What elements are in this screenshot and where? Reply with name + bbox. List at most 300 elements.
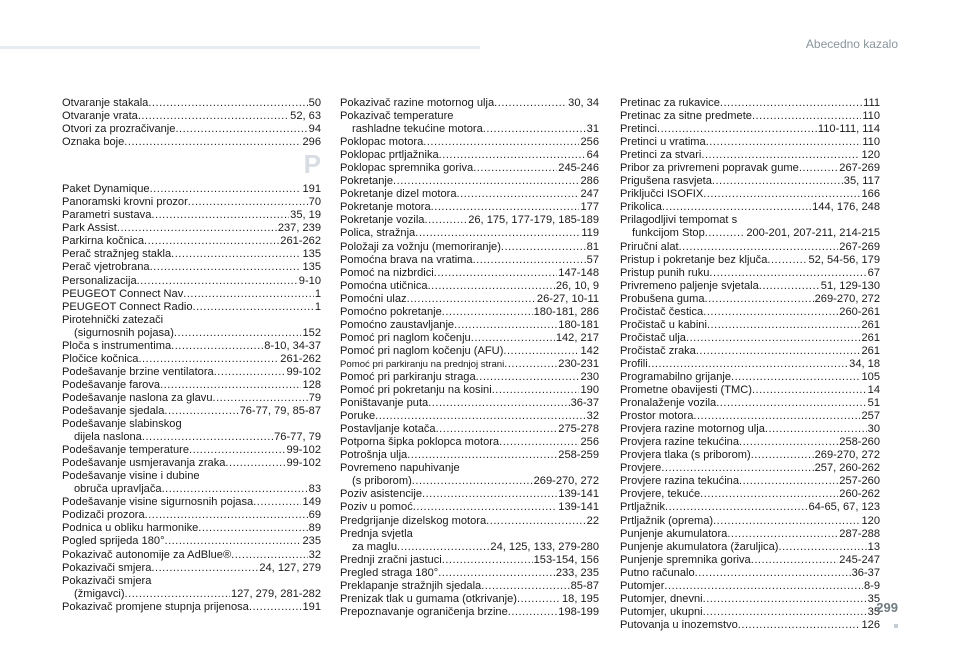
entry-pages: 8-10, 34-37 [264, 339, 321, 352]
entry-pages: 110-111, 114 [817, 123, 880, 136]
index-entry: Pirotehnički zatezači [62, 313, 164, 326]
dot-leader [413, 501, 558, 514]
dot-leader [171, 340, 263, 353]
dot-leader [253, 496, 301, 509]
index-entry [340, 488, 599, 501]
entry-term: Pristup i pokretanje bez ključa [620, 253, 768, 266]
dot-leader [703, 593, 867, 606]
index-entry [340, 123, 599, 136]
dot-leader [696, 345, 861, 358]
dot-leader [162, 483, 308, 496]
entry-pages: 275-278 [558, 423, 599, 436]
index-entry [340, 606, 599, 619]
entry-term: Pomoć na nizbrdici [340, 266, 434, 279]
dot-leader [117, 222, 277, 235]
entry-term: Podešavanje temperature [62, 444, 190, 457]
entry-pages: 149 [302, 496, 321, 509]
index-entry [340, 306, 599, 319]
index-entry [620, 593, 880, 606]
index-entry [340, 97, 599, 110]
index-entry [340, 541, 599, 554]
entry-term: Podešavanje usmjeravanja zraka [62, 457, 226, 470]
index-entry [620, 501, 880, 514]
entry-term: Punjenje spremnika goriva [620, 553, 751, 566]
dot-leader [751, 554, 839, 567]
entry-term: Provjere, tekuće [620, 488, 701, 501]
index-entry [340, 580, 599, 593]
entry-term: (žmigavci) [74, 587, 125, 600]
dot-leader [767, 254, 807, 267]
dot-leader [160, 379, 301, 392]
index-entry [620, 188, 880, 201]
entry-pages: 152 [302, 326, 321, 339]
entry-pages: 35, 19 [290, 209, 321, 222]
dot-leader [662, 201, 811, 214]
index-entry [62, 562, 321, 575]
index-entry [620, 580, 880, 593]
index-entry [62, 379, 321, 392]
entry-term: Pokretanje [340, 175, 394, 188]
page-marker [894, 624, 898, 628]
dot-leader [720, 97, 862, 110]
entry-term: Provjera tlaka (s priborom) [620, 449, 751, 462]
index-entry [62, 444, 321, 457]
dot-leader [423, 136, 579, 149]
index-entry [620, 280, 880, 293]
index-entry [62, 549, 321, 562]
index-entry [620, 606, 880, 619]
index-entry [62, 483, 321, 496]
entry-term: Provjere [620, 462, 662, 475]
dot-leader [664, 580, 863, 593]
dot-leader [504, 358, 557, 371]
entry-term: Pomoćno pokretanje [340, 305, 442, 318]
index-entry [620, 241, 880, 254]
entry-term: Pretinci u vratima [620, 136, 706, 149]
index-entry [62, 457, 321, 470]
index-entry [340, 554, 599, 567]
index-entry [620, 149, 880, 162]
dot-leader [213, 392, 308, 405]
entry-term: Poruke [340, 410, 376, 423]
index-entry [340, 241, 599, 254]
index-entry [62, 353, 321, 366]
entry-pages: 166 [861, 188, 880, 201]
entry-term: dijela naslona [74, 431, 142, 444]
index-entry [340, 515, 599, 528]
index-entry [62, 366, 321, 379]
entry-term: Pomoć pri pokretanju na kosini [340, 384, 492, 397]
entry-pages: 200-201, 207-211, 214-215 [746, 227, 880, 240]
dot-leader [486, 515, 586, 528]
entry-term: Park Assist [62, 222, 117, 235]
entry-term: Pregled straga 180° [340, 566, 439, 579]
entry-term: Prometne obavijesti (TMC) [620, 384, 752, 397]
entry-pages: 247 [580, 188, 599, 201]
index-entry: Prilagodljivi tempomat s [620, 214, 738, 227]
entry-pages: 261 [861, 331, 880, 344]
dot-leader [442, 554, 533, 567]
entry-pages: 147-148 [558, 266, 599, 279]
index-entry [340, 214, 599, 227]
entry-term: Programabilno grijanje [620, 370, 731, 383]
index-entry [620, 136, 880, 149]
dot-leader [171, 248, 301, 261]
dot-leader [138, 110, 289, 123]
index-entry [340, 384, 599, 397]
entry-pages: 191 [302, 183, 321, 196]
entry-term: PEUGEOT Connect Nav [62, 287, 184, 300]
dot-leader [695, 567, 851, 580]
entry-pages: 70 [308, 196, 321, 209]
entry-term: Perač stražnjeg stakla [62, 248, 172, 261]
index-entry [620, 567, 880, 580]
dot-leader [508, 606, 558, 619]
index-entry [620, 123, 880, 136]
dot-leader [422, 488, 557, 501]
entry-term: Pročistač u kabini [620, 318, 707, 331]
entry-pages: 110 [862, 136, 880, 149]
entry-term: Pokazivači smjera [62, 561, 152, 574]
entry-term: Poništavanje puta [340, 397, 429, 410]
index-entry [340, 593, 599, 606]
entry-term: Perač vjetrobrana [62, 261, 150, 274]
entry-term: Potrošnja ulja [340, 449, 408, 462]
entry-pages: 52, 63 [290, 110, 321, 123]
entry-pages: 26, 10, 9 [555, 279, 599, 292]
entry-pages: 67 [867, 266, 880, 279]
index-entry [62, 275, 321, 288]
entry-pages: 177 [580, 201, 599, 214]
index-entry [340, 162, 599, 175]
dot-leader [752, 110, 861, 123]
dot-leader [739, 475, 838, 488]
entry-term: Pribor za privremeni popravak gume [620, 162, 799, 175]
entry-term: Pokazivač razine motornog ulja [340, 97, 495, 109]
index-entry: Pokazivači smjera [62, 574, 152, 587]
dot-leader [225, 457, 285, 470]
entry-pages: 144, 176, 248 [812, 201, 880, 214]
index-column-2 [340, 97, 599, 619]
dot-leader [503, 345, 579, 358]
dot-leader [151, 209, 289, 222]
entry-term: Prednji zračni jastuci [340, 553, 442, 566]
entry-pages: 81 [586, 240, 599, 253]
index-entry [62, 196, 321, 209]
entry-term: Priručni alat [620, 240, 679, 253]
dot-leader [375, 410, 586, 423]
entry-pages: 120 [861, 514, 880, 527]
entry-term: Putomjer, ukupni [620, 605, 703, 618]
dot-leader [249, 601, 302, 614]
dot-leader [144, 235, 279, 248]
entry-pages: 30, 34 [568, 97, 599, 109]
entry-term: Podešavanje naslona za glavu [62, 391, 213, 404]
dot-leader [712, 175, 843, 188]
entry-pages: 237, 239 [277, 222, 321, 235]
entry-pages: 94 [308, 123, 321, 136]
dot-leader [473, 162, 557, 175]
entry-pages: 24, 127, 279 [259, 561, 321, 574]
dot-leader [415, 227, 580, 240]
entry-term: Pročistač čestica [620, 305, 704, 318]
index-entry [620, 358, 880, 371]
entry-pages: 30 [867, 423, 880, 436]
index-entry [62, 248, 321, 261]
entry-term: Podešavanje brzine ventilatora [62, 365, 214, 378]
dot-leader [174, 327, 302, 340]
index-entry: Pokazivač temperature [340, 110, 454, 123]
entry-pages: 261 [861, 318, 880, 331]
entry-pages: 191 [302, 600, 321, 613]
index-entry [340, 175, 599, 188]
entry-pages: 142, 217 [555, 331, 599, 344]
dot-leader [150, 261, 302, 274]
entry-term: Pokazivač promjene stupnja prijenosa [62, 600, 249, 613]
entry-pages: 258-260 [839, 436, 880, 449]
dot-leader [492, 384, 580, 397]
dot-leader [481, 580, 569, 593]
entry-pages: 8-9 [863, 579, 880, 592]
index-column-3 [620, 97, 880, 632]
dot-leader [151, 562, 258, 575]
dot-leader [424, 214, 467, 227]
index-entry [620, 293, 880, 306]
entry-term: Poziv asistencije [340, 488, 423, 501]
entry-pages: 135 [302, 261, 321, 274]
entry-pages: 22 [586, 514, 599, 527]
dot-leader [231, 549, 308, 562]
entry-pages: 257 [861, 410, 880, 423]
entry-term: Ploča s instrumentima [62, 339, 172, 352]
entry-pages: 34, 18 [849, 357, 880, 370]
index-entry [620, 254, 880, 267]
entry-term: Parametri sustava [62, 209, 152, 222]
dot-leader [439, 149, 586, 162]
index-entry [620, 306, 880, 319]
index-entry [340, 280, 599, 293]
entry-term: Podizači prozora [62, 509, 145, 522]
entry-pages: 267-269 [839, 162, 880, 175]
entry-pages: 139-141 [558, 501, 599, 514]
entry-pages: 36-37 [570, 397, 599, 410]
index-entry [620, 410, 880, 423]
dot-leader [703, 306, 838, 319]
entry-pages: 51, 129-130 [820, 279, 880, 292]
section-title: Abecedno kazalo [805, 37, 898, 51]
entry-pages: 153-154, 156 [533, 553, 599, 566]
entry-term: Položaji za vožnju (memoriranje) [340, 240, 501, 253]
index-group-o [62, 97, 321, 149]
entry-pages: 230-231 [558, 357, 599, 370]
index-entry [62, 340, 321, 353]
entry-term: Parkirna kočnica [62, 235, 145, 248]
dot-leader [148, 97, 307, 110]
entry-pages: 26, 175, 177-179, 185-189 [468, 214, 599, 227]
entry-term: Prepoznavanje ograničenja brzine [340, 605, 508, 618]
entry-term: Punjenje akumulatora [620, 527, 728, 540]
index-entry [340, 449, 599, 462]
index-entry [340, 475, 599, 488]
dot-leader [799, 162, 838, 175]
entry-term: Pokretanje motora [340, 201, 431, 214]
dot-leader [705, 227, 746, 240]
index-entry [62, 588, 321, 601]
entry-term: Provjera razine motornog ulja [620, 423, 765, 436]
entry-term: Pločice kočnica [62, 352, 139, 365]
entry-term: Probušena guma [620, 292, 705, 305]
dot-leader [438, 567, 555, 580]
index-entry [620, 475, 880, 488]
entry-term: Panoramski krovni prozor [62, 196, 188, 209]
entry-pages: 35 [867, 592, 880, 605]
dot-leader [483, 123, 586, 136]
dot-leader [125, 588, 230, 601]
dot-leader [701, 149, 860, 162]
index-entry [340, 267, 599, 280]
entry-pages: 261-262 [280, 235, 321, 248]
entry-pages: 105 [861, 370, 880, 383]
entry-term: Otvaranje stakala [62, 97, 149, 109]
entry-term: Otvori za prozračivanje [62, 123, 176, 136]
entry-pages: 269-270, 272 [533, 475, 599, 488]
entry-term: Pomoćni ulaz [340, 292, 407, 305]
dot-leader [700, 488, 838, 501]
index-entry [620, 110, 880, 123]
dot-leader [665, 501, 807, 514]
entry-pages: 85-87 [570, 579, 599, 592]
dot-leader [150, 183, 302, 196]
entry-pages: 76-77, 79, 85-87 [239, 404, 321, 417]
index-entry [62, 301, 321, 314]
entry-pages: 287-288 [839, 527, 880, 540]
entry-pages: 126 [861, 618, 880, 631]
entry-pages: 89 [308, 522, 321, 535]
index-entry [340, 319, 599, 332]
dot-leader [454, 319, 557, 332]
index-entry [620, 541, 880, 554]
dot-leader [476, 371, 580, 384]
entry-pages: 110 [862, 110, 880, 123]
entry-term: Pretinci za stvari [620, 149, 702, 162]
entry-term: Punjenje akumulatora (žaruljica) [620, 540, 779, 553]
entry-term: Profili [620, 357, 648, 370]
entry-pages: 296 [302, 136, 321, 149]
entry-term: Prikolica [620, 201, 662, 214]
dot-leader [428, 397, 569, 410]
dot-leader [686, 332, 861, 345]
index-entry [620, 332, 880, 345]
dot-leader [397, 541, 489, 554]
dot-leader [164, 405, 238, 418]
entry-term: Polica, stražnja [340, 227, 416, 240]
entry-pages: 111 [863, 97, 880, 109]
entry-term: Provjera razine tekućina [620, 436, 740, 449]
entry-term: Putomjer [620, 579, 665, 592]
dot-leader [752, 384, 867, 397]
index-entry [620, 528, 880, 541]
dot-leader [142, 431, 273, 444]
index-entry [62, 327, 321, 340]
entry-term: Pristup punih ruku [620, 266, 710, 279]
dot-leader [765, 423, 867, 436]
dot-leader [434, 267, 558, 280]
entry-term: funkcijom Stop [632, 227, 705, 240]
entry-pages: 24, 125, 133, 279-280 [490, 540, 599, 553]
entry-term: Poklopac motora [340, 136, 424, 149]
dot-leader [494, 97, 567, 110]
index-entry [340, 358, 599, 371]
index-entry [620, 619, 880, 632]
dot-leader [679, 241, 839, 254]
index-entry [340, 567, 599, 580]
entry-pages: 26-27, 10-11 [536, 292, 599, 305]
dot-leader [412, 475, 533, 488]
index-entry [340, 293, 599, 306]
dot-leader [727, 528, 838, 541]
index-entry [620, 554, 880, 567]
entry-pages: 1 [314, 287, 321, 300]
dot-leader [731, 371, 860, 384]
entry-term: Putno računalo [620, 566, 695, 579]
index-entry [620, 227, 880, 240]
index-entry [62, 496, 321, 509]
entry-pages: 235 [302, 535, 321, 548]
index-entry [62, 209, 321, 222]
index-entry [62, 535, 321, 548]
entry-term: Poklopac spremnika goriva [340, 162, 474, 175]
dot-leader [145, 509, 308, 522]
index-entry [62, 136, 321, 149]
entry-pages: 64 [586, 149, 599, 162]
index-entry [620, 449, 880, 462]
entry-pages: 9-10 [298, 274, 321, 287]
entry-pages: 142 [580, 344, 599, 357]
index-entry [340, 332, 599, 345]
dot-leader [661, 462, 813, 475]
entry-pages: 180-181 [558, 318, 599, 331]
index-entry [62, 392, 321, 405]
entry-term: Pomoćno zaustavljanje [340, 318, 455, 331]
index-entry: Povremeno napuhivanje [340, 462, 460, 475]
index-entry [620, 397, 880, 410]
index-entry [620, 201, 880, 214]
entry-pages: 256 [580, 136, 599, 149]
entry-term: Pročistač zraka [620, 344, 696, 357]
index-entry [620, 515, 880, 528]
entry-pages: 50 [308, 97, 321, 109]
index-entry [62, 405, 321, 418]
dot-leader [738, 619, 861, 632]
dot-leader [214, 366, 286, 379]
dot-leader [198, 522, 307, 535]
index-entry [620, 384, 880, 397]
index-entry [620, 371, 880, 384]
entry-term: Personalizacija [62, 274, 137, 287]
index-entry [62, 110, 321, 123]
entry-pages: 57 [586, 253, 599, 266]
entry-pages: 260-261 [839, 305, 880, 318]
index-entry [62, 288, 321, 301]
entry-pages: 256 [580, 436, 599, 449]
entry-term: Pokretanje dizel motora [340, 188, 457, 201]
entry-pages: 135 [302, 248, 321, 261]
index-entry [620, 162, 880, 175]
dot-leader [739, 436, 838, 449]
entry-term: (sigurnosnih pojasa) [74, 326, 174, 339]
entry-pages: 198-199 [558, 605, 599, 618]
index-entry [620, 488, 880, 501]
